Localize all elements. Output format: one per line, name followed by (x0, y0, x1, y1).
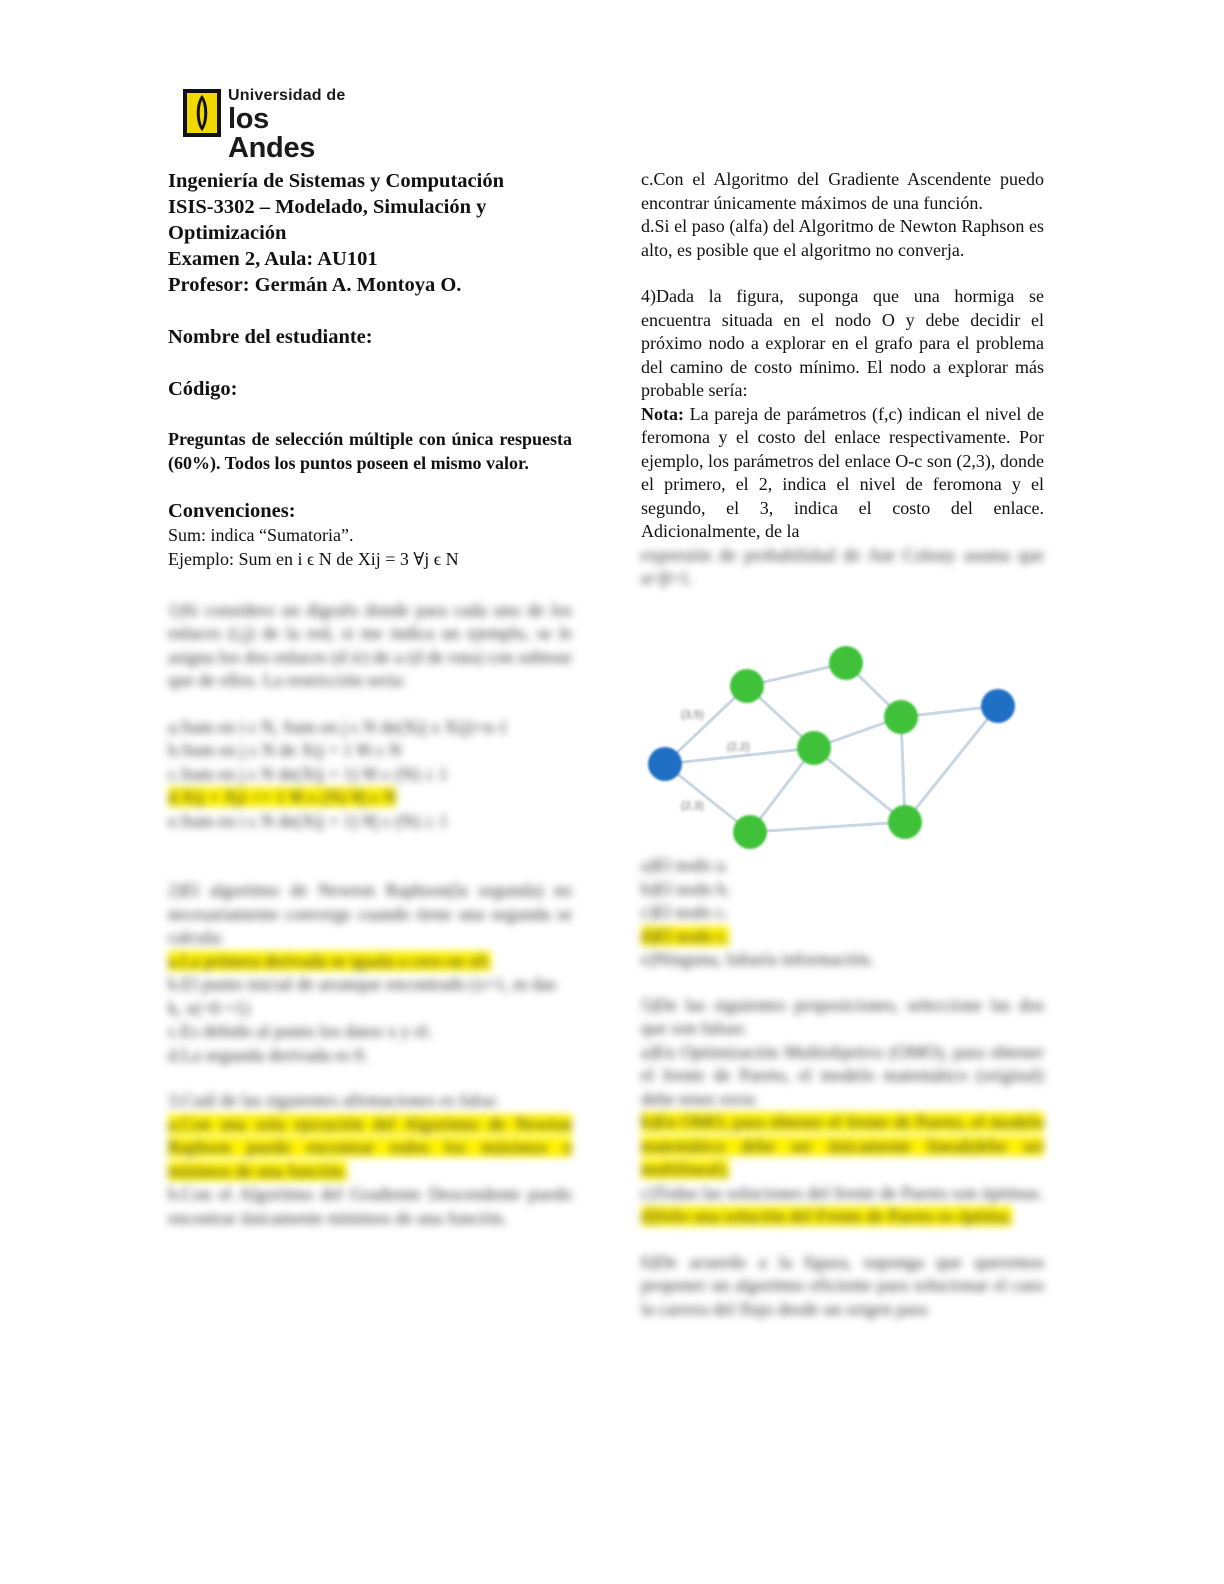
q2-option-c: c.Es debido al punto los datos x y el. (168, 1021, 432, 1041)
code-label: Código: (168, 378, 238, 400)
edge-label-oa: (2,2) (727, 741, 750, 753)
question-1-stem: 1)Si considero un digrafo donde para cada uno de los enlaces (i,j) de la red, si me indica un ejemplo, se le asigna los dos enlaces (d ir) de a (d de ruta) con subtour que de ellos. La restricción sería: (168, 599, 572, 690)
question-4-note (641, 403, 1044, 544)
q5-option-d-highlighted: d)Sólo una solución del Frente de Pareto es óptima. (641, 1206, 1013, 1226)
graph-edges (665, 663, 998, 832)
q1-option-d-highlighted: d.Xij + Xji <= 1 ∀i ϵ (N) ∀j ϵ N (168, 787, 397, 807)
q4-option-a: a)El nodo a. (641, 855, 729, 875)
q1-option-a: a.Sum en i ϵ N, Sum en j ϵ N de(Xij x Xij)=n-1 (168, 716, 508, 737)
right-column-lower (641, 854, 1044, 1321)
professor-heading: Profesor: Germán A. Montoya O. (168, 274, 462, 296)
note-label: Nota: (641, 403, 684, 424)
question-2-stem: 2)El algoritmo de Newton Raphson(la segunda) no necesariamente converge cuando tiene una segunda se calcula: (168, 880, 572, 947)
instructions: Preguntas de selección múltiple con única respuesta (60%). Todos los puntos poseen el mismo valor. (168, 429, 572, 473)
graph-node-green (733, 815, 767, 849)
right-column (641, 168, 1044, 591)
conventions-sum: Sum: indica “Sumatoria”. (168, 525, 354, 545)
q2-option-a-highlighted: a.La primera derivada se iguala a cero en x0. (168, 950, 491, 971)
student-name-label: Nombre del estudiante: (168, 326, 373, 348)
question-6 (641, 1251, 1044, 1322)
q5-option-a: a)En Optimización Multiobjetivo (OMO), para obtener el frente de Pareto, el modelo matemático (original) debe tener error. (641, 1041, 1044, 1109)
q1-option-b: b.Sum en j ϵ N de Xij = 1 ∀i ϵ N (168, 740, 402, 760)
left-column (168, 168, 572, 1230)
q1-option-c: c.Sum en j ϵ N de(Xij + 1) ∀i ϵ (N) ≥ 1 (168, 763, 448, 784)
q5-option-b-highlighted: b)En OMO, para obtener el frente de Pareto, el modelo matemático debe ser únicamente lineal(debe ser multilineal). (641, 1112, 1044, 1179)
question-3 (168, 1089, 572, 1230)
note-text: La pareja de parámetros (f,c) indican el nivel de feromona y el costo del enlace respectivamente. Por ejemplo, los parámetros del enlace O-c son (2,3), donde el primero, el 2, indica el nivel de feromona y el segundo, el 3, indica el costo del enlace. Adicionalmente, de la (641, 403, 1045, 541)
logo-mark-icon (180, 86, 224, 140)
graph-node-green (730, 669, 764, 703)
question-5 (641, 994, 1044, 1229)
logo-line2: los Andes (228, 103, 316, 164)
logo-line1: Universidad de (228, 87, 346, 104)
conventions-title: Convenciones: (168, 500, 296, 522)
graph-node-green (888, 805, 922, 839)
conventions-example: Ejemplo: Sum en i ϵ N de Xij = 3 ∀j ϵ N (168, 548, 459, 569)
q3-option-d: d.Si el paso (alfa) del Algoritmo de Newton Raphson es alto, es posible que el algoritmo no converja. (641, 216, 1044, 260)
question-5-stem: 5)De las siguientes proposiciones, seleccione las dos que son falsas: (641, 994, 1044, 1038)
q4-option-c: c)El nodo c. (641, 902, 729, 922)
graph-edge (750, 822, 905, 832)
graph-edge (905, 706, 998, 822)
question-1 (168, 599, 572, 834)
question-6-stem: 6)De acuerdo a la figura, suponga que queremos proponer un algoritmo eficiente para solucionar el caso la carrera del flujo desde un origen para (641, 1251, 1044, 1319)
q3-option-c: c.Con el Algoritmo del Gradiente Ascendente puedo encontrar únicamente máximos de una función. (641, 169, 1044, 213)
q3-option-b: b.Con el Algoritmo del Gradiente Descendente puedo encontrar únicamente mínimos de una función. (168, 1184, 572, 1228)
university-logo (180, 86, 360, 164)
q2-option-d: d.La segunda derivada es 0. (168, 1044, 368, 1065)
graph-node-destination (981, 689, 1015, 723)
note-continuation: expresión de probabilidad de Ant Colony asuma que α=β=1. (641, 544, 1044, 588)
edge-label-ob: (3,5) (681, 709, 704, 721)
graph-node-green (829, 646, 863, 680)
question-4-stem: 4)Dada la figura, suponga que una hormiga se encuentra situada en el nodo O y debe decidir el próximo nodo a explorar en el grafo para el problema del camino de costo mínimo. El nodo a explorar más probable sería: (641, 286, 1044, 400)
department-heading: Ingeniería de Sistemas y Computación (168, 170, 504, 192)
q1-option-e: e.Sum en i ϵ N de(Xij + 1) ∀j ϵ (N) ≥ 1 (168, 810, 448, 831)
ant-colony-graph (641, 642, 1051, 857)
course-line2: Optimización (168, 222, 287, 244)
graph-node-green (884, 700, 918, 734)
graph-edge (814, 748, 905, 822)
question-3-stem: 3.Cuál de las siguientes afirmaciones es falsa: (168, 1090, 499, 1110)
course-line1: ISIS-3302 – Modelado, Simulación y (168, 196, 487, 218)
q4-option-e: e)Ninguna, faltaría información. (641, 949, 874, 969)
graph-node-green (797, 731, 831, 765)
edge-label-oc: (2,3) (681, 800, 704, 812)
q2-option-b: b.El punto inicial de arranque encontrado (x=1, m das k, x(=0 =1) (168, 974, 557, 1018)
graph-node-origin (648, 747, 682, 781)
q4-option-b: b)El nodo b. (641, 878, 731, 899)
question-4-options (641, 854, 1044, 972)
q3-option-a-highlighted: a.Con una sola ejecución del Algoritmo de Newton Raphson puedo encontrar todos los máximos o mínimos de una función. (168, 1113, 572, 1181)
question-2 (168, 879, 572, 1067)
q5-option-c: c)Todas las soluciones del frente de Pareto son óptimas. (641, 1182, 1044, 1203)
exam-heading: Examen 2, Aula: AU101 (168, 248, 378, 270)
q4-option-d-highlighted: d)El nodo c. (641, 925, 730, 946)
